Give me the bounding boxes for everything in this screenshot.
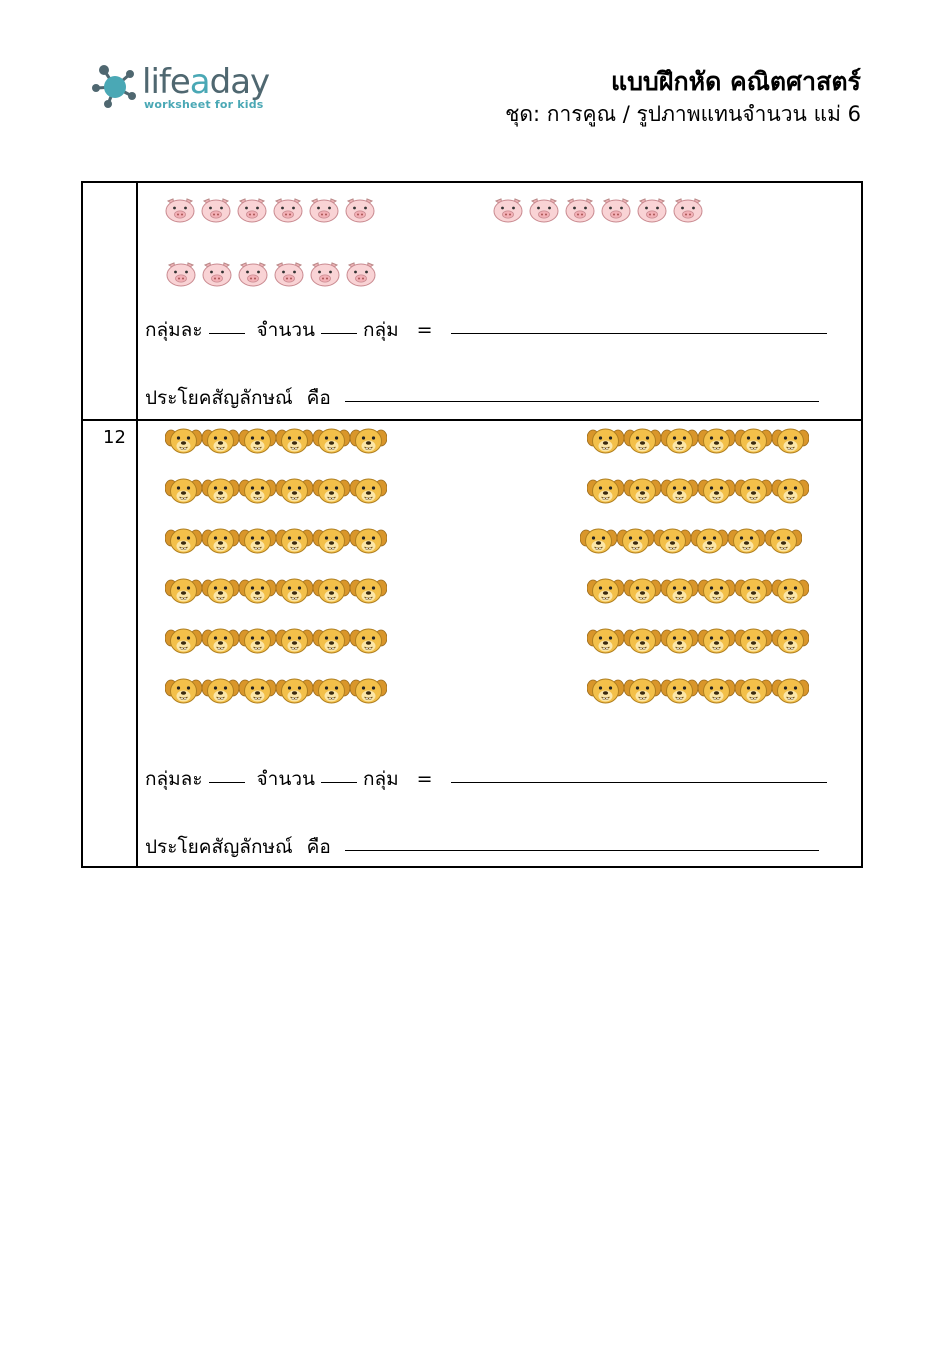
- answer-blank[interactable]: [451, 332, 827, 334]
- dog-icon: [239, 424, 276, 458]
- dog-icon: [202, 574, 239, 608]
- dog-icon: [624, 474, 661, 508]
- dog-icon: [772, 574, 809, 608]
- pig-icon: [490, 195, 526, 225]
- sentence-label: ประโยคสัญลักษณ์: [145, 836, 293, 858]
- pig-icon: [163, 259, 199, 289]
- dog-icon: [276, 624, 313, 658]
- dog-icon: [698, 424, 735, 458]
- symbol-sentence-line-1: [145, 383, 825, 413]
- count-label: จำนวน: [256, 319, 315, 341]
- dog-icon: [698, 474, 735, 508]
- worksheet-table: [81, 181, 863, 868]
- dog-icon: [350, 574, 387, 608]
- dog-icon: [624, 674, 661, 708]
- dog-icon: [239, 524, 276, 558]
- dog-icon: [735, 474, 772, 508]
- dog-icon: [276, 674, 313, 708]
- pig-icon: [670, 195, 706, 225]
- dog-group-6: [165, 674, 387, 708]
- dog-icon: [202, 424, 239, 458]
- pig-group-1: [162, 195, 378, 225]
- dog-icon: [617, 524, 654, 558]
- equals-sign: =: [416, 319, 433, 341]
- dog-group-4: [165, 574, 387, 608]
- dog-icon: [661, 674, 698, 708]
- pig-icon: [342, 195, 378, 225]
- dog-icon: [239, 624, 276, 658]
- dog-icon: [202, 524, 239, 558]
- pig-icon: [162, 195, 198, 225]
- dog-group-11: [587, 624, 809, 658]
- dog-icon: [624, 574, 661, 608]
- worksheet-subtitle: ชุด: การคูณ / รูปภาพแทนจำนวน แม่ 6: [505, 102, 861, 126]
- dog-icon: [276, 424, 313, 458]
- dog-icon: [661, 574, 698, 608]
- group-label: กลุ่ม: [362, 768, 399, 790]
- dog-icon: [654, 524, 691, 558]
- dog-icon: [735, 624, 772, 658]
- dog-icon: [691, 524, 728, 558]
- dog-icon: [587, 624, 624, 658]
- dog-icon: [165, 524, 202, 558]
- pig-group-3: [163, 259, 379, 289]
- dog-icon: [313, 624, 350, 658]
- dog-icon: [624, 424, 661, 458]
- dog-icon: [698, 574, 735, 608]
- per-group-blank[interactable]: [209, 781, 245, 783]
- dog-icon: [350, 474, 387, 508]
- dog-icon: [165, 424, 202, 458]
- is-label: คือ: [306, 836, 331, 858]
- equals-sign: =: [416, 768, 433, 790]
- dog-icon: [313, 574, 350, 608]
- answer-blank[interactable]: [451, 781, 827, 783]
- dog-icon: [165, 474, 202, 508]
- dog-icon: [587, 674, 624, 708]
- dog-group-5: [165, 624, 387, 658]
- worksheet-title: แบบฝึกหัด คณิตศาสตร์: [610, 67, 861, 96]
- dog-icon: [350, 524, 387, 558]
- per-group-label: กลุ่มละ: [145, 319, 203, 341]
- per-group-label: กลุ่มละ: [145, 768, 203, 790]
- dog-icon: [165, 624, 202, 658]
- pig-icon: [235, 259, 271, 289]
- per-group-blank[interactable]: [209, 332, 245, 334]
- dog-icon: [276, 474, 313, 508]
- pig-icon: [306, 195, 342, 225]
- dog-icon: [698, 624, 735, 658]
- dog-group-8: [587, 474, 809, 508]
- dog-icon: [276, 574, 313, 608]
- pig-group-2: [490, 195, 706, 225]
- dog-icon: [202, 624, 239, 658]
- dog-icon: [587, 474, 624, 508]
- group-label: กลุ่ม: [362, 319, 399, 341]
- sentence-label: ประโยคสัญลักษณ์: [145, 387, 293, 409]
- dog-icon: [735, 574, 772, 608]
- dog-icon: [313, 474, 350, 508]
- answer-line-groups-1: [145, 315, 833, 345]
- dog-group-1: [165, 424, 387, 458]
- dog-icon: [698, 674, 735, 708]
- dog-icon: [765, 524, 802, 558]
- molecule-logo-icon: [90, 60, 140, 110]
- symbol-sentence-line-2: [145, 832, 825, 862]
- dog-icon: [350, 624, 387, 658]
- lifeaday-logo: [90, 60, 290, 120]
- dog-icon: [772, 624, 809, 658]
- pig-icon: [634, 195, 670, 225]
- is-label: คือ: [306, 387, 331, 409]
- dog-group-10: [587, 574, 809, 608]
- count-blank[interactable]: [321, 332, 357, 334]
- dog-icon: [313, 674, 350, 708]
- dog-icon: [587, 424, 624, 458]
- dog-icon: [202, 674, 239, 708]
- dog-icon: [239, 674, 276, 708]
- dog-icon: [772, 674, 809, 708]
- dog-group-9: [580, 524, 802, 558]
- dog-icon: [772, 424, 809, 458]
- answer-line-groups-2: [145, 764, 833, 794]
- dog-icon: [624, 624, 661, 658]
- logo-wordmark: lifeaday: [142, 62, 270, 102]
- dog-icon: [580, 524, 617, 558]
- count-blank[interactable]: [321, 781, 357, 783]
- logo-tagline: worksheet for kids: [144, 98, 264, 111]
- dog-icon: [661, 424, 698, 458]
- dog-icon: [239, 474, 276, 508]
- pig-icon: [270, 195, 306, 225]
- dog-group-12: [587, 674, 809, 708]
- dog-icon: [772, 474, 809, 508]
- dog-icon: [661, 474, 698, 508]
- problem-number-12: 12: [103, 427, 126, 448]
- dog-icon: [350, 424, 387, 458]
- pig-icon: [234, 195, 270, 225]
- sentence-blank[interactable]: [345, 849, 819, 851]
- dog-group-7: [587, 424, 809, 458]
- pig-icon: [562, 195, 598, 225]
- number-column-divider: [136, 183, 138, 866]
- pig-icon: [526, 195, 562, 225]
- dog-icon: [735, 674, 772, 708]
- dog-group-2: [165, 474, 387, 508]
- dog-icon: [587, 574, 624, 608]
- dog-icon: [350, 674, 387, 708]
- dog-group-3: [165, 524, 387, 558]
- dog-icon: [165, 674, 202, 708]
- count-label: จำนวน: [256, 768, 315, 790]
- dog-icon: [728, 524, 765, 558]
- dog-icon: [735, 424, 772, 458]
- pig-icon: [199, 259, 235, 289]
- row-divider: [83, 419, 861, 421]
- pig-icon: [598, 195, 634, 225]
- sentence-blank[interactable]: [345, 400, 819, 402]
- dog-icon: [313, 524, 350, 558]
- dog-icon: [202, 474, 239, 508]
- dog-icon: [313, 424, 350, 458]
- dog-icon: [661, 624, 698, 658]
- dog-icon: [165, 574, 202, 608]
- pig-icon: [343, 259, 379, 289]
- pig-icon: [271, 259, 307, 289]
- dog-icon: [276, 524, 313, 558]
- pig-icon: [198, 195, 234, 225]
- dog-icon: [239, 574, 276, 608]
- pig-icon: [307, 259, 343, 289]
